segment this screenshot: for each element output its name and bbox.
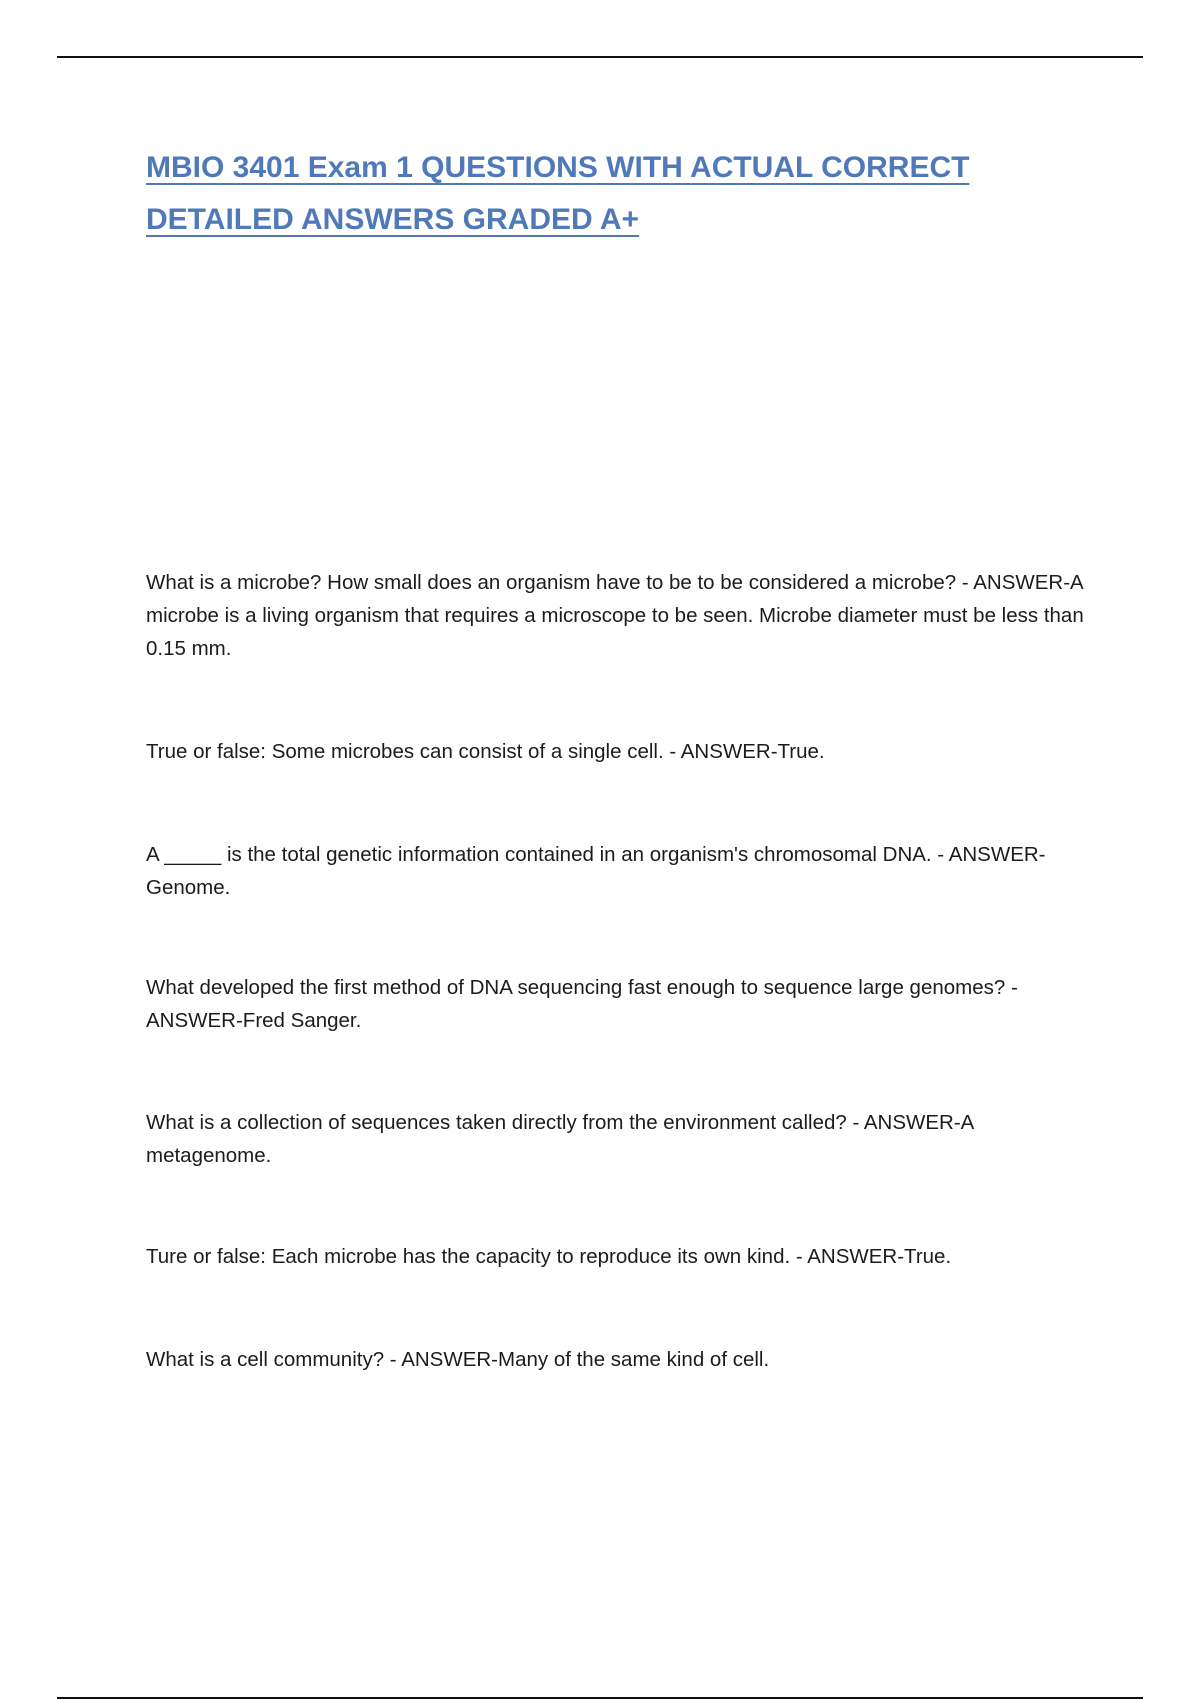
- qa-item-7: What is a cell community? - ANSWER-Many of the same kind of cell.: [146, 1348, 770, 1371]
- qa-item-6: Ture or false: Each microbe has the capacity to reproduce its own kind. - ANSWER-True.: [146, 1245, 952, 1268]
- qa-item-4: What developed the first method of DNA sequencing fast enough to sequence large genomes? - ANSWER-Fred Sanger.: [146, 976, 1018, 1032]
- bottom-rule: [57, 1697, 1143, 1699]
- qa-item-2: True or false: Some microbes can consist of a single cell. - ANSWER-True.: [146, 740, 825, 763]
- document-title[interactable]: [146, 142, 1026, 246]
- qa-item-5: What is a collection of sequences taken directly from the environment called? - ANSWER-A metagenome.: [146, 1111, 974, 1167]
- qa-item-3: A _____ is the total genetic information contained in an organism's chromosomal DNA. - ANSWER-Genome.: [146, 843, 1046, 899]
- qa-item-1: What is a microbe? How small does an organism have to be to be considered a microbe? - ANSWER-A microbe is a living organism that requires a microscope to be seen. Microbe diameter must be less than 0.15 mm.: [146, 571, 1084, 660]
- top-rule: [57, 56, 1143, 58]
- document-title-text[interactable]: MBIO 3401 Exam 1 QUESTIONS WITH ACTUAL CORRECT DETAILED ANSWERS GRADED A+: [146, 151, 970, 236]
